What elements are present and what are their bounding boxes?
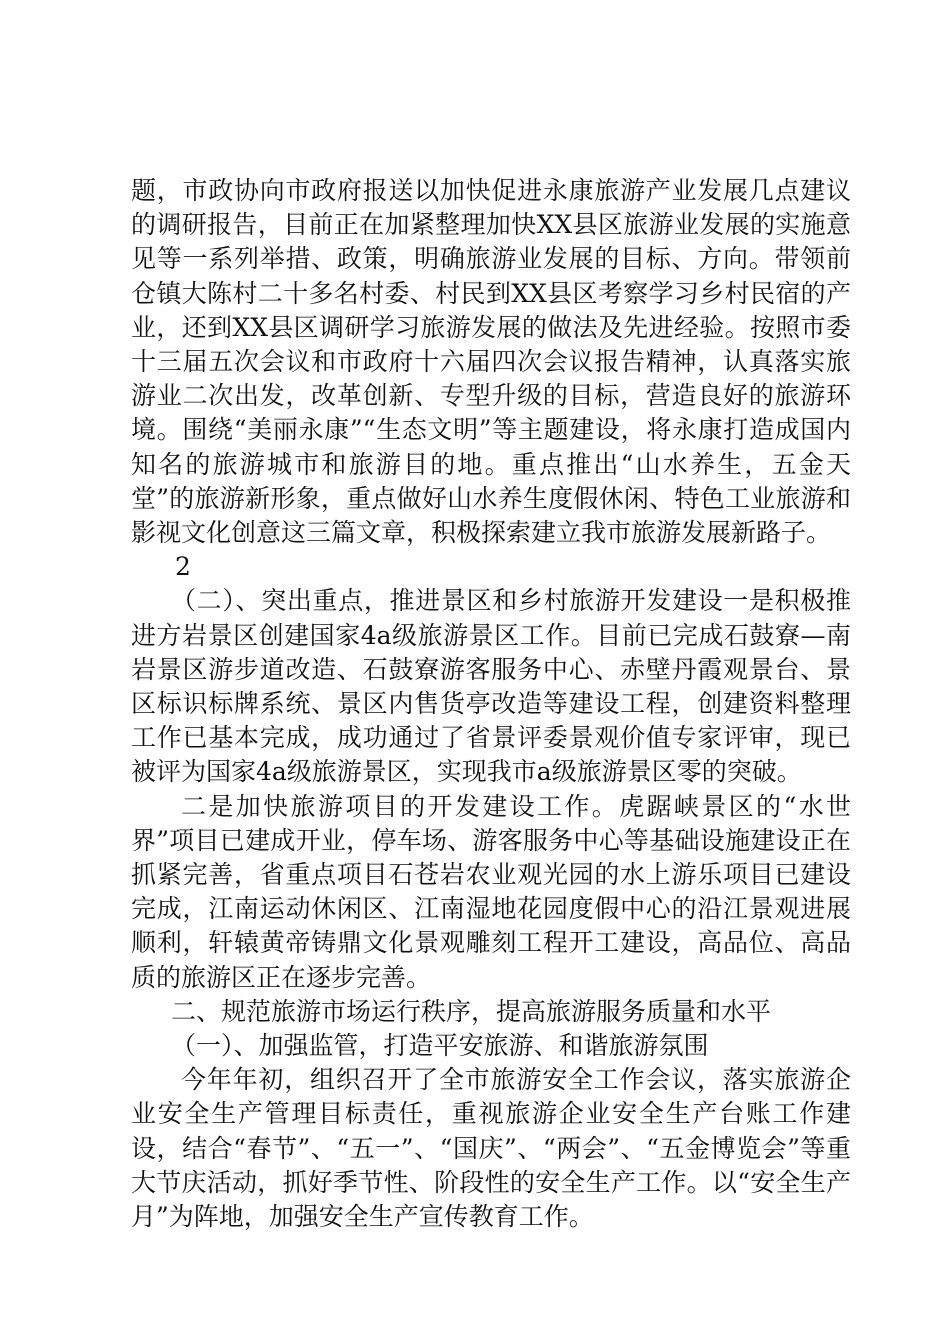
body-paragraph: （二）、突出重点，推进景区和乡村旅游开发建设一是积极推进方岩景区创建国家4a级旅游景区工作。目前已完成石鼓寮—南岩景区游步道改造、石鼓寮游客服务中心、赤壁丹霞观景台、景区标识标牌系统、景区内售货亭改造等建设工程，创建资料整理工作已基本完成，成功通过了省景评委景观价值专家评审，现已被评为国家4a级旅游景区，实现我市a级旅游景区零的突破。 — [131, 586, 851, 787]
page-number: 2 — [175, 552, 191, 582]
document-body — [131, 174, 851, 1234]
body-paragraph: 题，市政协向市政府报送以加快促进永康旅游产业发展几点建议的调研报告，目前正在加紧整理加快XX县区旅游业发展的实施意见等一系列举措、政策，明确旅游业发展的目标、方向。带领前仓镇大陈村二十多名村委、村民到XX县区考察学习乡村民宿的产业，还到XX县区调研学习旅游发展的做法及先进经验。按照市委十三届五次会议和市政府十六届四次会议报告精神，认真落实旅游业二次出发，改革创新、专型升级的目标，营造良好的旅游环境。围绕“美丽永康”“生态文明”等主题建设，将永康打造成国内知名的旅游城市和旅游目的地。重点推出“山水养生，五金天堂”的旅游新形象，重点做好山水养生度假休闲、特色工业旅游和影视文化创意这三篇文章，积极探索建立我市旅游发展新路子。 — [131, 176, 851, 548]
body-paragraph: 二是加快旅游项目的开发建设工作。虎踞峡景区的“水世界”项目已建成开业，停车场、游客服务中心等基础设施建设正在抓紧完善，省重点项目石苍岩农业观光园的水上游乐项目已建设完成，江南运动休闲区、江南湿地花园度假中心的沿江景观进展顺利，轩辕黄帝铸鼎文化景观雕刻工程开工建设，高品位、高品质的旅游区正在逐步完善。 — [131, 791, 851, 992]
section-heading: 二、规范旅游市场运行秩序，提高旅游服务质量和水平 — [171, 996, 772, 1026]
body-paragraph: 今年年初，组织召开了全市旅游安全工作会议，落实旅游企业安全生产管理目标责任，重视旅游企业安全生产台账工作建设，结合“春节”、“五一”、“国庆”、“两会”、“五金博览会”等重大节庆活动，抓好季节性、阶段性的安全生产工作。以“安全生产月”为阵地，加强安全生产宣传教育工作。 — [131, 1065, 851, 1232]
subsection-heading: （一）、加强监管，打造平安旅游、和谐旅游氛围 — [171, 1031, 709, 1061]
